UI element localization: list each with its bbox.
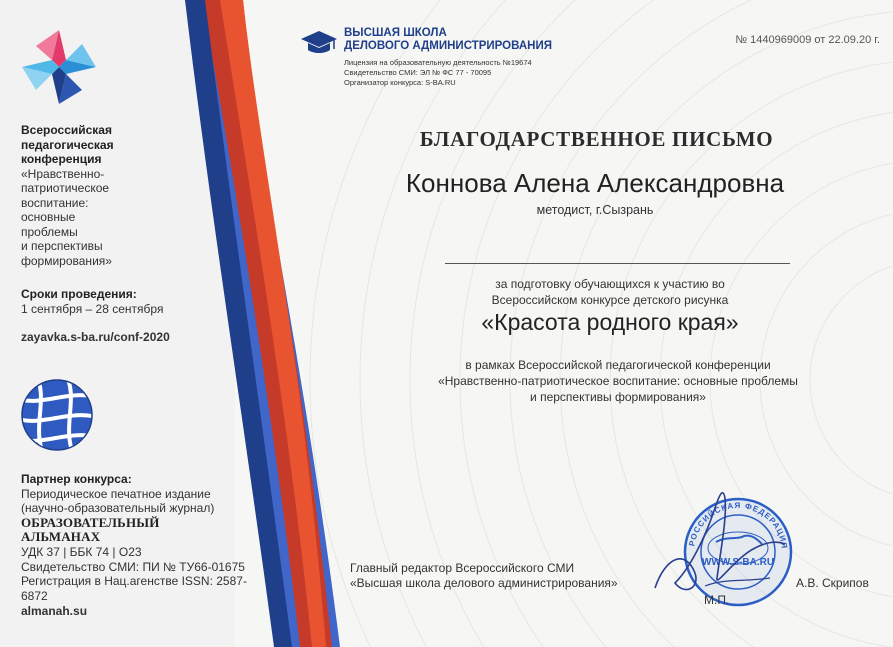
partner-label: Партнер конкурса: xyxy=(21,472,132,486)
conference-frame-text xyxy=(300,357,893,405)
divider xyxy=(445,263,790,264)
conference-theme-line: основные xyxy=(21,210,76,224)
document-number: № 1440969009 от 22.09.20 г. xyxy=(735,34,880,46)
conference-theme-line: воспитание: xyxy=(21,195,89,210)
partner-line: Периодическое печатное издание xyxy=(21,486,211,501)
signer-title xyxy=(350,561,618,591)
four-point-star-logo xyxy=(22,30,96,104)
conference-url[interactable]: zayavka.s-ba.ru/conf-2020 xyxy=(21,330,170,344)
dates-label: Сроки проведения: xyxy=(21,287,137,301)
frame-line: «Нравственно-патриотическое воспитание: основные проблемы xyxy=(438,374,798,388)
organizer-detail-line: Организатор конкурса: S-BA.RU xyxy=(344,78,456,87)
recipient-name: Коннова Алена Александровна xyxy=(405,168,785,198)
journal-url[interactable]: almanah.su xyxy=(21,604,88,618)
conference-theme-line: патриотическое xyxy=(21,181,110,195)
organizer-detail-line: Лицензия на образовательную деятельность №19674 xyxy=(344,58,532,67)
conference-theme-line: формирования» xyxy=(21,253,112,268)
reason-text xyxy=(300,276,893,308)
signature-icon xyxy=(645,478,795,608)
contest-name: «Красота родного края» xyxy=(481,309,739,335)
conference-title-line: Всероссийская xyxy=(21,123,112,137)
partner-line: (научно-образовательный журнал) xyxy=(21,501,215,515)
conference-theme-line: и перспективы xyxy=(21,239,103,253)
conference-info xyxy=(21,123,221,268)
organizer-name-line: ДЕЛОВОГО АДМИНИСТРИРОВАНИЯ xyxy=(344,40,553,52)
frame-line: в рамках Всероссийской педагогической конференции xyxy=(465,358,771,372)
stamp-url: WWW.S-BA.RU xyxy=(701,557,775,568)
conference-theme-line: проблемы xyxy=(21,224,78,239)
signer-title-line: «Высшая школа делового администрирования» xyxy=(350,576,618,590)
certificate-title: БЛАГОДАРСТВЕННОЕ ПИСЬМО xyxy=(419,127,774,151)
partner-journal: ОБРАЗОВАТЕЛЬНЫЙ АЛЬМАНАХ xyxy=(21,514,160,544)
stamp-ring-text: РОССИЙСКАЯ ФЕДЕРАЦИЯ xyxy=(687,500,789,550)
registration-block xyxy=(21,545,251,603)
frame-line: и перспективы формирования» xyxy=(530,390,706,404)
globe-icon xyxy=(20,378,94,452)
registration-line: УДК 37 | ББК 74 | О23 xyxy=(21,545,142,559)
organizer-detail-line: Свидетельство СМИ: ЭЛ № ФС 77 - 70095 xyxy=(344,68,492,77)
reason-line: Всероссийском конкурсе детского рисунка xyxy=(491,293,729,307)
mp-label: М.П. xyxy=(704,593,730,607)
reason-line: за подготовку обучающихся к участию во xyxy=(495,277,725,291)
partner-block xyxy=(21,472,241,545)
recipient-role: методист, г.Сызрань xyxy=(536,203,654,217)
conference-title-line: конференция xyxy=(21,152,102,166)
signer-title-line: Главный редактор Всероссийского СМИ xyxy=(350,561,575,575)
organizer-name xyxy=(344,27,552,53)
conference-theme-line: «Нравственно- xyxy=(21,166,105,181)
conference-title-line: педагогическая xyxy=(21,137,114,152)
organizer-details xyxy=(344,58,532,88)
organizer-name-line: ВЫСШАЯ ШКОЛА xyxy=(344,27,447,39)
graduation-cap-icon xyxy=(300,29,338,55)
registration-line: Регистрация в Нац.агенстве ISSN: 2587-6872 xyxy=(21,574,247,603)
dates-block xyxy=(21,287,163,316)
registration-line: Свидетельство СМИ: ПИ № ТУ66-01675 xyxy=(21,559,245,574)
dates-value: 1 сентября – 28 сентября xyxy=(21,301,164,316)
signer-name: А.В. Скрипов xyxy=(796,576,869,590)
